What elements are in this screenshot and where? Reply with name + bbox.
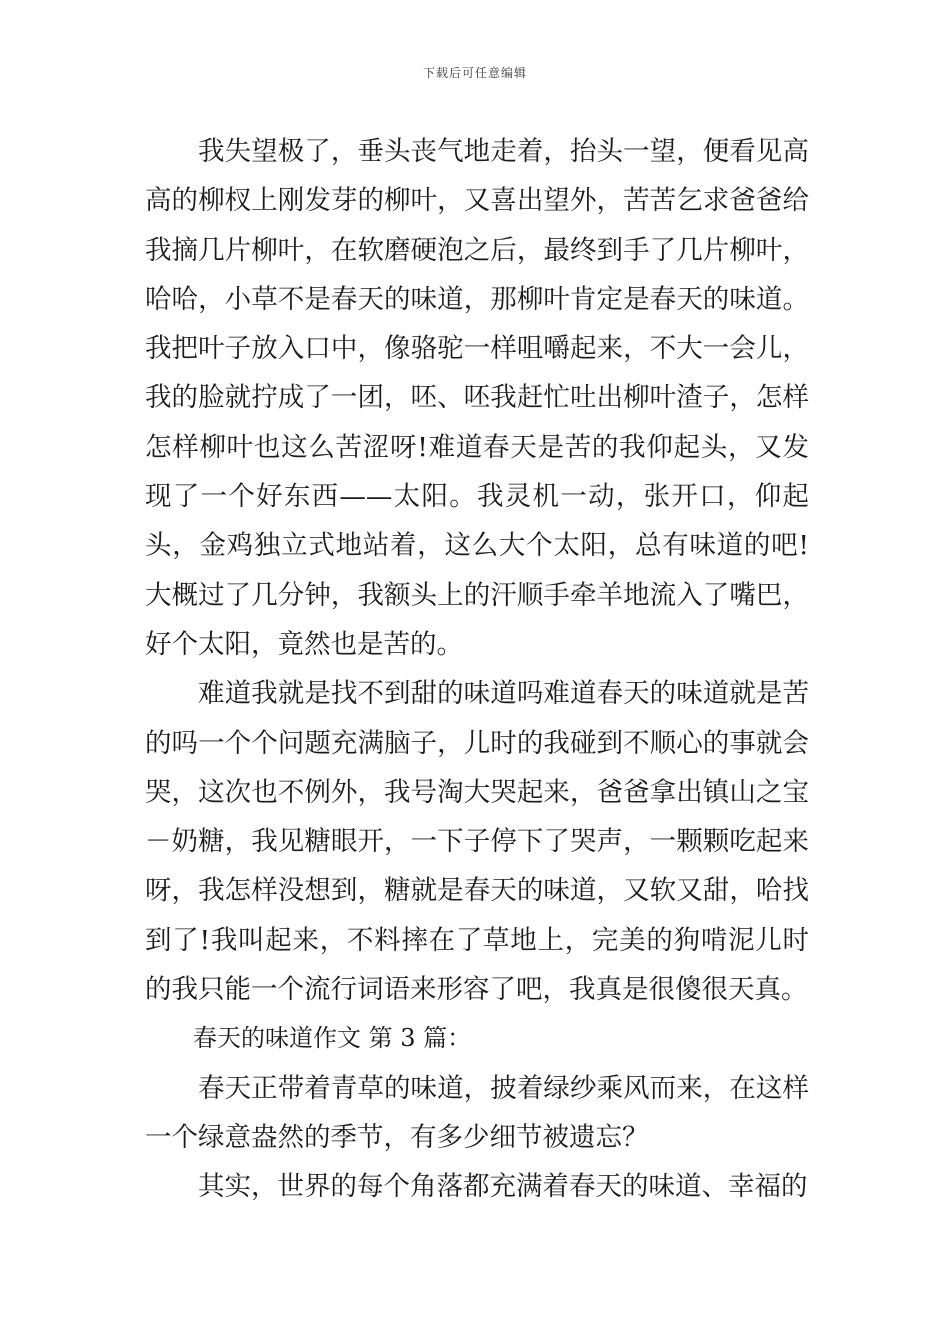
section-heading: 春天的味道作文 第 3 篇： (193, 1024, 472, 1053)
paragraph-willow-leaves: 我失望极了，垂头丧气地走着，抬头一望，便看见高高的柳杈上刚发芽的柳叶，又喜出望外，苦苦乞求爸爸给我摘几片柳叶，在软磨硬泡之后，最终到手了几片柳叶，哈哈，小草不是春天的味道，那柳叶肯定是春天的味道。我把叶子放入口中，像骆驼一样咀嚼起来，不大一会儿，我的脸就拧成了一团，呸、呸我赶忙吐出柳叶渣子，怎样怎样柳叶也这么苦涩呀!难道春天是苦的我仰起头，又发现了一个好东西——太阳。我灵机一动，张开口，仰起头，金鸡独立式地站着，这么大个太阳，总有味道的吧!大概过了几分钟，我额头上的汗顺手牵羊地流入了嘴巴，好个太阳，竟然也是苦的。 (145, 136, 809, 660)
document-body (145, 127, 809, 1212)
paragraph-candy: 难道我就是找不到甜的味道吗难道春天的味道就是苦的吗一个个问题充满脑子，儿时的我碰到不顺心的事就会哭，这次也不例外，我号淘大哭起来，爸爸拿出镇山之宝－奶糖，我见糖眼开，一下子停下了哭声，一颗颗吃起来呀，我怎样没想到，糖就是春天的味道，又软又甜，哈找到了!我叫起来，不料摔在了草地上，完美的狗啃泥儿时的我只能一个流行词语来形容了吧，我真是很傻很天真。 (145, 678, 809, 1006)
paragraph-spring-everywhere: 其实，世界的每个角落都充满着春天的味道、幸福的 (198, 1171, 808, 1203)
paragraph-spring-intro: 春天正带着青草的味道，披着绿纱乘风而来，在这样一个绿意盎然的季节，有多少细节被遗忘？ (145, 1072, 809, 1153)
page-header: 下载后可任意编辑 (422, 66, 527, 80)
